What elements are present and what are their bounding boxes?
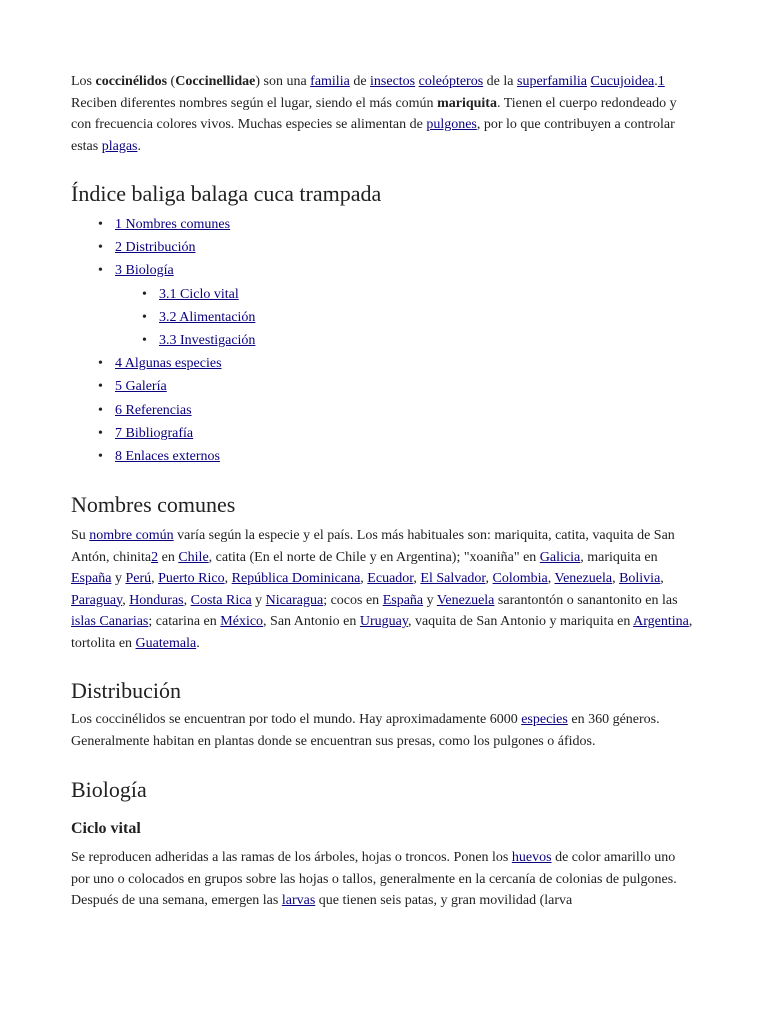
link-guatemala[interactable]: Guatemala xyxy=(135,635,197,651)
text: Se reproducen adheridas a las ramas de los árboles, hojas o troncos. Ponen los xyxy=(71,850,512,865)
toc-item xyxy=(71,352,255,375)
text: , tortolita en xyxy=(71,614,693,651)
link-colombia[interactable]: Colombia xyxy=(492,571,548,586)
link-mexico[interactable]: México xyxy=(220,614,264,629)
link-superfamilia[interactable]: superfamilia xyxy=(517,74,587,89)
toc-link-distribucion[interactable]: 2 Distribución xyxy=(115,240,196,256)
link-costa-rica[interactable]: Costa Rica xyxy=(190,592,252,608)
link-honduras[interactable]: Honduras xyxy=(129,592,184,608)
bold-term: Coccinellidae xyxy=(175,74,256,89)
toc-item xyxy=(71,306,255,329)
toc-item xyxy=(71,329,255,352)
toc-item xyxy=(71,375,255,398)
link-venezuela[interactable]: Venezuela xyxy=(554,571,613,586)
text: que tienen seis patas, y gran movilidad (larva xyxy=(315,893,573,908)
text: de la xyxy=(483,74,517,89)
text: , xyxy=(224,571,232,586)
text: y xyxy=(423,592,437,608)
text: de xyxy=(349,74,371,89)
link-insectos[interactable]: insectos xyxy=(370,74,416,89)
toc-item xyxy=(71,283,255,306)
toc-link-referencias[interactable]: 6 Referencias xyxy=(115,402,192,418)
text: , xyxy=(485,571,493,586)
link-ecuador[interactable]: Ecuador xyxy=(367,571,414,586)
toc-title: Índice baliga balaga cuca trampada xyxy=(71,181,382,206)
subsection-heading-ciclo-vital: Ciclo vital xyxy=(71,820,141,837)
toc-link-alimentacion[interactable]: 3.2 Alimentación xyxy=(159,309,256,325)
text: en xyxy=(158,549,179,565)
reference-link-2[interactable]: 2 xyxy=(151,549,159,565)
link-nicaragua[interactable]: Nicaragua xyxy=(265,592,324,608)
reference-link-1[interactable]: 1 xyxy=(657,74,665,89)
text: ) son una xyxy=(255,74,311,89)
link-pulgones[interactable]: pulgones xyxy=(426,117,477,132)
text: , por lo que contribuyen a controlar estas xyxy=(71,117,675,154)
toc-item xyxy=(71,236,255,259)
link-plagas[interactable]: plagas xyxy=(101,138,138,154)
toc-link-algunas-especies[interactable]: 4 Algunas especies xyxy=(115,356,222,372)
text: , xyxy=(660,571,664,586)
link-larvas[interactable]: larvas xyxy=(281,893,316,908)
text: varía según la especie y el país. Los más habituales son: mariquita, catita, vaquita de San Antón, chinita xyxy=(71,528,675,565)
section-heading-nombres-comunes: Nombres comunes xyxy=(71,492,236,517)
link-huevos[interactable]: huevos xyxy=(511,850,552,865)
toc-item xyxy=(71,422,255,445)
text: , xyxy=(183,592,191,608)
text: Reciben diferentes nombres según el lugar, siendo el más común xyxy=(71,95,438,111)
link-chile[interactable]: Chile xyxy=(178,549,209,565)
section-heading-biologia: Biología xyxy=(71,777,147,802)
link-bolivia[interactable]: Bolivia xyxy=(619,571,661,586)
toc-link-investigacion[interactable]: 3.3 Investigación xyxy=(159,332,256,348)
text: , mariquita en xyxy=(580,549,658,565)
link-uruguay[interactable]: Uruguay xyxy=(359,614,408,629)
section-heading-distribucion: Distribución xyxy=(71,678,181,703)
text: . xyxy=(137,138,141,154)
link-galicia[interactable]: Galicia xyxy=(539,549,581,565)
text: , xyxy=(360,571,368,586)
toc-item xyxy=(71,445,255,468)
toc-item xyxy=(71,213,255,236)
link-argentina[interactable]: Argentina xyxy=(633,614,689,629)
link-espana[interactable]: España xyxy=(71,571,112,586)
text: Los coccinélidos se encuentran por todo el mundo. Hay aproximadamente 6000 xyxy=(71,712,522,727)
text: . xyxy=(196,635,200,651)
bold-term: mariquita xyxy=(437,95,497,111)
text: en 360 géneros. Generalmente habitan en plantas donde se encuentran sus presas, como los pulgones o áfidos. xyxy=(71,712,660,749)
text: sarantontón o sanantonito en las xyxy=(494,592,678,608)
link-coleopteros[interactable]: coleópteros xyxy=(418,74,484,89)
link-peru[interactable]: Perú xyxy=(125,571,152,586)
toc-link-bibliografia[interactable]: 7 Bibliografía xyxy=(115,425,194,441)
text: y xyxy=(111,571,126,586)
link-nombre-comun[interactable]: nombre común xyxy=(89,528,174,543)
link-familia[interactable]: familia xyxy=(310,74,350,89)
text: , vaquita de San Antonio y mariquita en xyxy=(407,614,634,629)
ciclo-vital-paragraph xyxy=(71,847,697,912)
text: ( xyxy=(167,74,176,89)
link-espana[interactable]: España xyxy=(382,592,424,608)
text: , xyxy=(151,571,159,586)
link-paraguay[interactable]: Paraguay xyxy=(71,592,123,608)
text: y xyxy=(251,592,266,608)
text: , San Antonio en xyxy=(263,614,360,629)
link-cucujoidea[interactable]: Cucujoidea xyxy=(590,74,655,89)
link-republica-dominicana[interactable]: República Dominicana xyxy=(231,571,361,586)
toc-link-biologia[interactable]: 3 Biología xyxy=(115,263,174,279)
link-especies[interactable]: especies xyxy=(521,712,568,727)
intro-paragraph xyxy=(71,71,697,157)
text: ; cocos en xyxy=(323,592,383,608)
link-islas-canarias[interactable]: islas Canarias xyxy=(71,614,149,629)
text: , xyxy=(612,571,620,586)
bold-term: coccinélidos xyxy=(95,74,168,89)
text: , xyxy=(547,571,555,586)
text: , catita (En el norte de Chile y en Argentina); "xoaniña" en xyxy=(208,549,540,565)
toc-link-enlaces-externos[interactable]: 8 Enlaces externos xyxy=(115,448,220,464)
toc-item xyxy=(71,399,255,422)
text: , xyxy=(413,571,421,586)
distribucion-paragraph xyxy=(71,709,697,752)
toc-link-galeria[interactable]: 5 Galería xyxy=(115,379,167,395)
link-el-salvador[interactable]: El Salvador xyxy=(420,571,486,586)
text: ; catarina en xyxy=(148,614,221,629)
text: de color amarillo uno por uno o colocados en grupos sobre las hojas o tallos, generalmente en la cercanía de colonias de pulgones. Después de una semana, emergen las xyxy=(71,850,677,908)
table-of-contents xyxy=(71,213,255,468)
nombres-paragraph xyxy=(71,525,697,654)
text: . Tienen el cuerpo redondeado y con frecuencia colores vivos. Muchas especies se alimentan de xyxy=(71,95,677,132)
link-venezuela[interactable]: Venezuela xyxy=(436,592,495,608)
link-puerto-rico[interactable]: Puerto Rico xyxy=(158,571,225,586)
toc-item xyxy=(71,259,255,282)
text: Los xyxy=(71,74,96,89)
toc-link-nombres-comunes[interactable]: 1 Nombres comunes xyxy=(115,217,231,232)
text: Su xyxy=(71,528,90,543)
text: . xyxy=(654,74,658,89)
toc-link-ciclo-vital[interactable]: 3.1 Ciclo vital xyxy=(159,286,239,302)
text: , xyxy=(122,592,130,608)
